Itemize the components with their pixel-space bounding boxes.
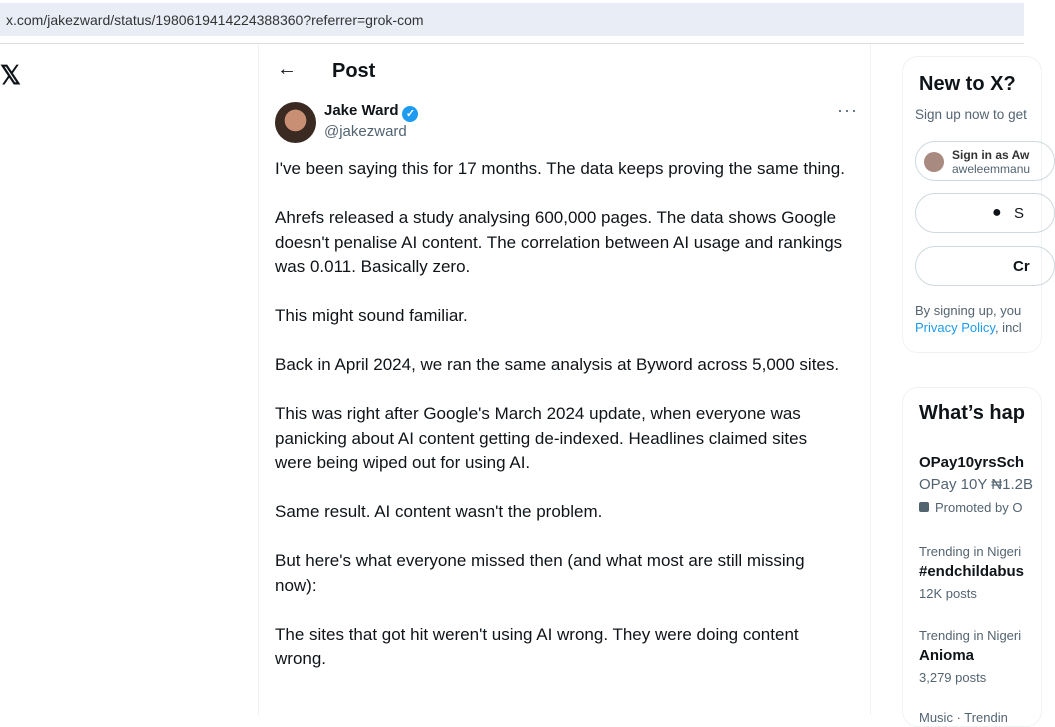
create-account-button[interactable] — [915, 246, 1055, 286]
post-column — [258, 44, 871, 715]
post-paragraph: The sites that got hit weren't using AI wrong. They were doing content wrong. — [275, 624, 799, 668]
more-options-icon[interactable]: ··· — [837, 100, 858, 120]
trend-count: 3,279 posts — [919, 670, 987, 685]
trend-name: #endchildabus — [919, 563, 1025, 580]
signup-title: New to X? — [919, 73, 1016, 95]
terms-line-2: , incl — [994, 320, 1022, 335]
author-handle[interactable]: @jakezward — [324, 123, 407, 140]
avatar[interactable] — [275, 102, 316, 143]
post-paragraph: Back in April 2024, we ran the same analysis at Byword across 5,000 sites. — [275, 355, 840, 374]
sign-in-as-button[interactable] — [915, 141, 1055, 181]
post-paragraph: I've been saying this for 17 months. The data keeps proving the same thing. — [275, 159, 845, 178]
url-input[interactable]: x.com/jakezward/status/1980619414224388360?referrer=grok-com — [0, 3, 1024, 36]
post-paragraph: Ahrefs released a study analysing 600,000 pages. The data shows Google doesn't penalise AI content. The correlation between AI usage and rankings was 0.011. Basically zero. — [275, 208, 843, 276]
post-paragraph: This might sound familiar. — [275, 306, 468, 325]
verified-badge-icon: ✓ — [402, 106, 418, 122]
post-body — [275, 157, 845, 696]
trend-context[interactable]: Music · Trendin — [919, 710, 1008, 725]
trend-context: Trending in Nigeri — [919, 628, 1022, 643]
privacy-policy-link[interactable]: Privacy Policy — [915, 320, 995, 335]
trend-count: 12K posts — [919, 586, 977, 601]
apple-label: S — [1014, 205, 1025, 222]
sign-in-email: aweleemmanu — [952, 162, 1031, 176]
trends-title: What’s hap — [919, 402, 1025, 424]
author-name-text: Jake Ward — [324, 102, 399, 119]
promoted-icon — [919, 502, 929, 512]
terms-line: By signing up, you — [915, 303, 1022, 318]
post-paragraph: This was right after Google's March 2024 update, when everyone was panicking about AI content getting de-indexed. Headlines claimed sites were being wiped out for using AI. — [275, 404, 808, 472]
post-paragraph: Same result. AI content wasn't the problem. — [275, 502, 603, 521]
page-title: Post — [332, 60, 376, 82]
browser-address-bar — [0, 0, 1024, 40]
signup-subtitle: Sign up now to get — [915, 107, 1027, 122]
promoted-line — [919, 500, 1022, 515]
trends-card — [902, 387, 1042, 727]
account-avatar — [924, 152, 944, 172]
trend-name: OPay10yrsSch — [919, 454, 1025, 471]
trend-context: Trending in Nigeri — [919, 544, 1022, 559]
trend-desc: OPay 10Y ₦1.2B — [919, 476, 1033, 493]
author-name[interactable] — [324, 102, 418, 122]
sign-in-label: Sign in as Aw — [952, 148, 1030, 162]
apple-icon: ● — [992, 204, 1002, 221]
promoted-text: Promoted by O — [935, 500, 1023, 515]
post-paragraph: But here's what everyone missed then (and what most are still missing now): — [275, 551, 805, 595]
x-logo-icon[interactable]: 𝕏 — [0, 60, 21, 90]
trend-name: Anioma — [919, 647, 975, 664]
terms-text — [915, 303, 1022, 338]
create-label: Cr — [1013, 258, 1030, 275]
back-arrow-icon[interactable]: ← — [277, 58, 297, 80]
sign-up-apple-button[interactable] — [915, 193, 1055, 233]
signup-card — [902, 56, 1042, 353]
